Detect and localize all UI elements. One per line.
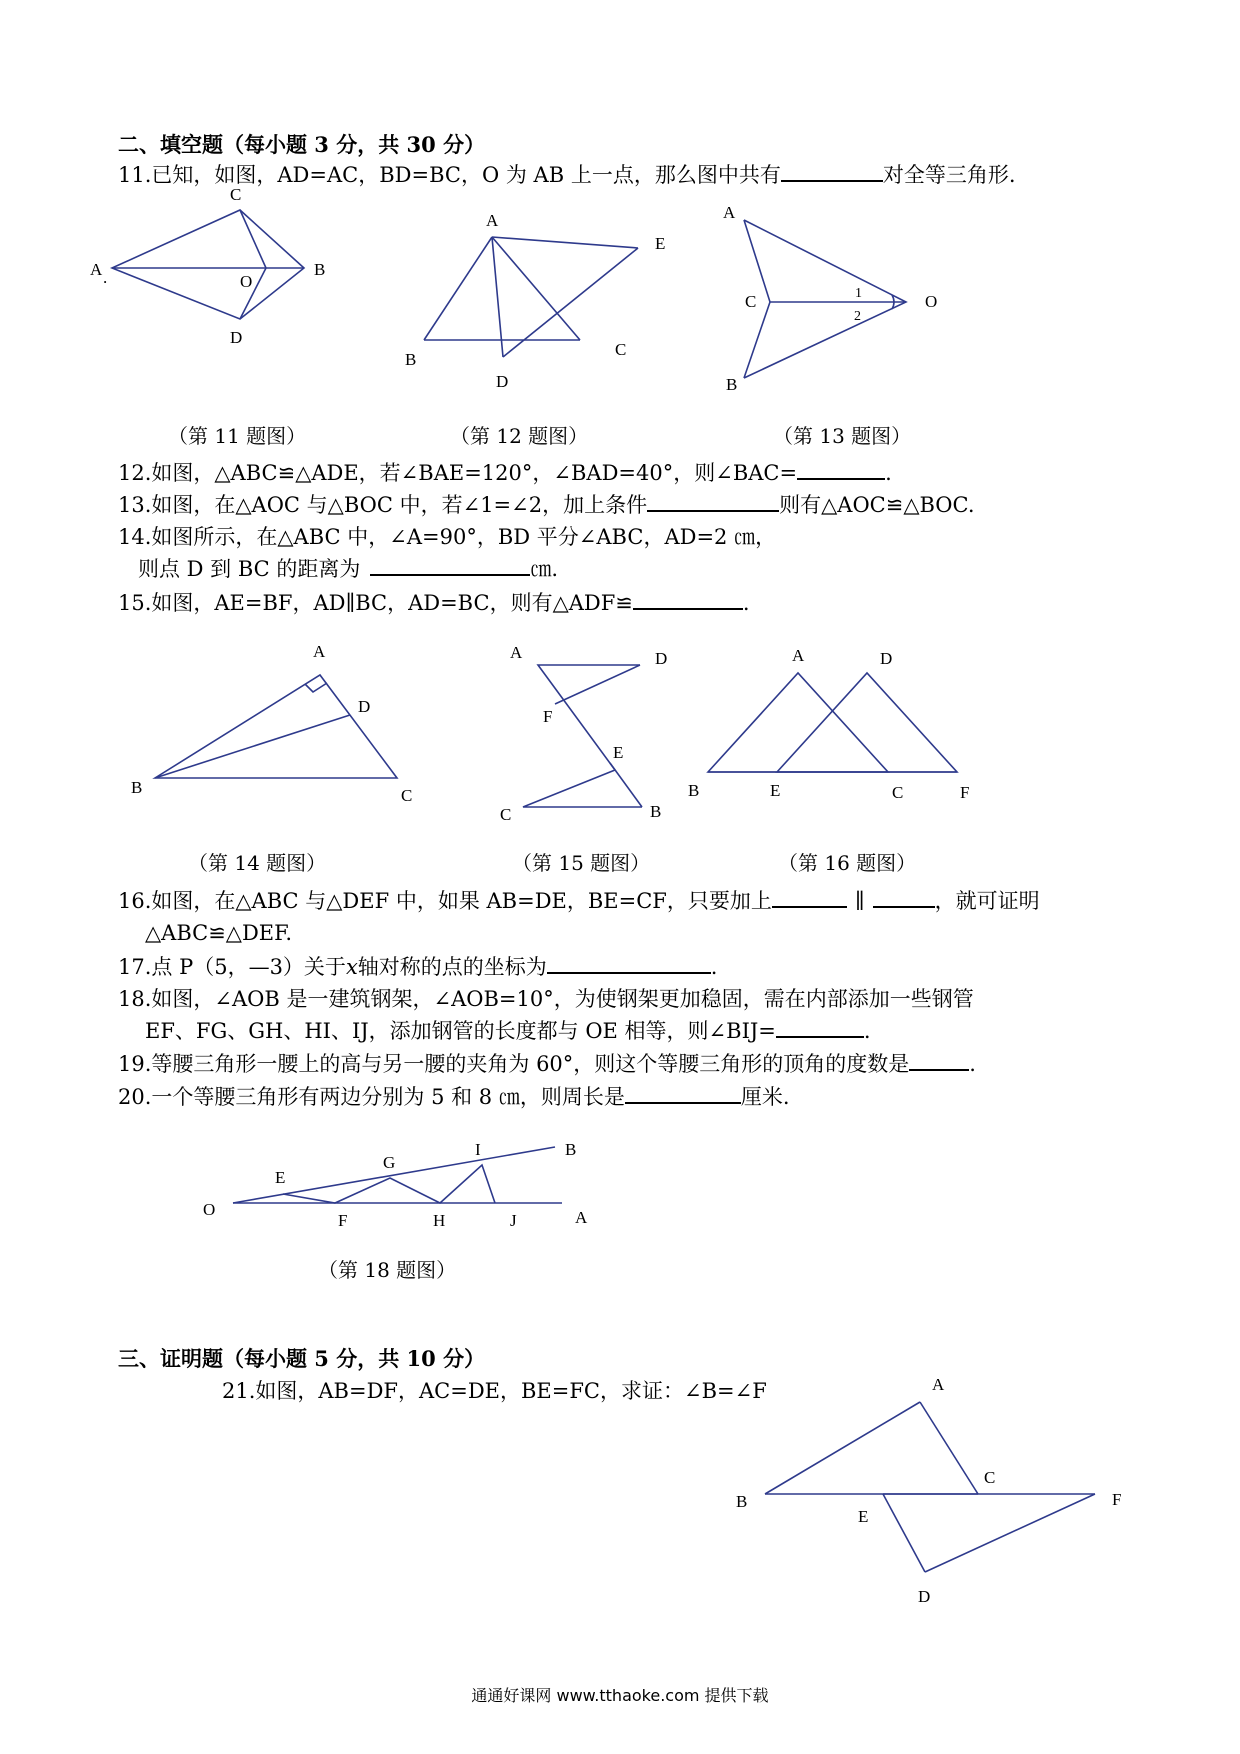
fig21-label-e: E <box>858 1507 869 1526</box>
q11-tail: 对全等三角形. <box>882 163 1016 187</box>
answer-blank-16b[interactable] <box>873 888 935 908</box>
q14-tail: ㎝. <box>530 557 559 581</box>
figure-15 <box>495 640 695 824</box>
q17-text-2: 轴对称的点的坐标为 <box>357 955 547 979</box>
question-20 <box>118 1084 790 1110</box>
fig18-label-b: B <box>565 1140 577 1159</box>
question-17 <box>118 954 717 980</box>
fig18-label-i: I <box>475 1140 481 1159</box>
answer-blank-18[interactable] <box>776 1018 864 1038</box>
section-heading-proof: 三、证明题（每小题 5 分，共 10 分） <box>118 1346 486 1371</box>
fig15-label-c: C <box>500 805 512 824</box>
fig16-label-b: B <box>688 781 700 800</box>
q20-tail: 厘米. <box>740 1085 790 1109</box>
fig18-label-g: G <box>383 1153 396 1172</box>
fig14-label-d: D <box>358 697 371 716</box>
fig18-label-f: F <box>338 1211 348 1230</box>
fig15-line-eb <box>610 763 642 807</box>
figure-13 <box>720 200 940 400</box>
answer-blank-11[interactable] <box>781 162 883 182</box>
caption-fig11: （第 11 题图） <box>168 424 307 448</box>
fig15-line-fd <box>555 665 640 704</box>
fig12-label-e: E <box>655 234 666 253</box>
fig14-right-angle <box>305 683 327 692</box>
fig13-label-o: O <box>925 292 938 311</box>
fig12-line-ae <box>492 237 638 248</box>
fig12-label-d: D <box>496 372 509 391</box>
fig21-label-d: D <box>918 1587 931 1606</box>
q18-tail: . <box>863 1019 871 1043</box>
q18-text: EF、FG、GH、HI、IJ，添加钢管的长度都与 OE 相等，则∠BIJ= <box>145 1019 776 1043</box>
question-18-line2 <box>145 1018 871 1044</box>
answer-blank-16a[interactable] <box>772 888 847 908</box>
page-footer: 通通好课网 www.tthaoke.com 提供下载 <box>471 1686 769 1705</box>
caption-fig13: （第 13 题图） <box>773 424 912 448</box>
answer-blank-15[interactable] <box>633 590 743 610</box>
caption-fig12: （第 12 题图） <box>450 424 589 448</box>
question-12 <box>118 460 892 486</box>
q16-tail: ，就可证明 <box>934 889 1040 913</box>
answer-blank-12[interactable] <box>797 460 885 480</box>
q12-text: 12.如图，△ABC≌△ADE，若∠BAE=120°，∠BAD=40°，则∠BAC= <box>118 461 798 485</box>
q11-text: 11.已知，如图，AD=AC，BD=BC，O 为 AB 上一点，那么图中共有 <box>118 163 781 187</box>
fig16-label-d: D <box>880 649 893 668</box>
caption-fig18: （第 18 题图） <box>318 1258 457 1282</box>
question-14-line1: 14.如图所示，在△ABC 中，∠A=90°，BD 平分∠ABC，AD=2 ㎝， <box>118 525 777 549</box>
fig21-label-a: A <box>932 1375 945 1394</box>
fig12-label-a: A <box>486 211 499 230</box>
q19-text: 19.等腰三角形一腰上的高与另一腰的夹角为 60°，则这个等腰三角形的顶角的度数是 <box>118 1052 910 1076</box>
answer-blank-13[interactable] <box>647 492 779 512</box>
q13-text: 13.如图，在△AOC 与△BOC 中，若∠1=∠2，加上条件 <box>118 493 648 517</box>
fig21-line-ac <box>920 1402 978 1494</box>
fig12-label-c: C <box>615 340 627 359</box>
answer-blank-14[interactable] <box>370 556 530 576</box>
fig12-line-ad <box>492 237 503 357</box>
fig18-label-j: J <box>510 1211 517 1230</box>
q19-tail: . <box>969 1052 976 1076</box>
question-16-line2: △ABC≌△DEF. <box>145 921 293 945</box>
question-14-line2 <box>138 556 558 582</box>
fig15-label-d: D <box>655 649 668 668</box>
caption-fig16: （第 16 题图） <box>778 851 917 875</box>
parallel-symbol: ∥ <box>854 889 865 913</box>
fig18-label-e: E <box>275 1168 286 1187</box>
figure-16 <box>680 640 980 810</box>
question-19 <box>118 1051 976 1077</box>
question-21: 21.如图，AB=DF，AC=DE，BE=FC，求证：∠B=∠F <box>222 1379 767 1403</box>
q17-tail: . <box>710 955 718 979</box>
q20-text: 20.一个等腰三角形有两边分别为 5 和 8 ㎝，则周长是 <box>118 1085 625 1109</box>
fig16-label-f: F <box>960 783 970 802</box>
fig16-triangle-abc <box>708 673 888 772</box>
q16-text: 16.如图，在△ABC 与△DEF 中，如果 AB=DE，BE=CF，只要加上 <box>118 889 772 913</box>
fig14-triangle <box>155 675 397 778</box>
fig15-label-f: F <box>543 707 553 726</box>
fig18-label-h: H <box>433 1211 446 1230</box>
q14-text: 则点 D 到 BC 的距离为 <box>138 557 361 581</box>
answer-blank-17[interactable] <box>547 954 711 974</box>
fig21-line-ba <box>765 1402 920 1494</box>
fig11-label-b: B <box>314 260 326 279</box>
fig21-label-b: B <box>736 1492 748 1511</box>
q15-tail: . <box>742 591 750 615</box>
fig13-label-1: 1 <box>855 286 862 301</box>
fig21-label-f: F <box>1112 1490 1122 1509</box>
figure-18 <box>195 1125 595 1235</box>
fig11-quadrilateral <box>112 210 304 319</box>
fig13-label-b: B <box>726 375 738 394</box>
figure-11 <box>90 182 350 352</box>
question-18-line1: 18.如图，∠AOB 是一建筑钢架，∠AOB=10°，为使钢架更加稳固，需在内部添加一些钢管 <box>118 987 974 1011</box>
fig12-label-b: B <box>405 350 417 369</box>
caption-fig14: （第 14 题图） <box>188 851 327 875</box>
figure-12 <box>400 205 680 390</box>
answer-blank-19[interactable] <box>909 1051 969 1071</box>
fig13-label-c: C <box>745 292 757 311</box>
fig12-line-ab <box>424 237 492 340</box>
caption-fig15: （第 15 题图） <box>512 851 651 875</box>
fig14-label-c: C <box>401 786 413 805</box>
fig15-label-e: E <box>613 743 624 762</box>
question-13 <box>118 492 975 518</box>
q15-text: 15.如图，AE=BF，AD∥BC，AD=BC，则有△ADF≌ <box>118 591 633 615</box>
fig11-label-c: C <box>230 185 242 204</box>
fig14-label-b: B <box>131 778 143 797</box>
fig15-label-a: A <box>510 643 523 662</box>
fig15-zigzag-a <box>523 665 642 807</box>
fig11-label-d: D <box>230 328 243 347</box>
fig12-line-ac <box>492 237 580 340</box>
q12-tail: . <box>885 461 892 485</box>
fig14-line-bd <box>155 715 350 778</box>
fig21-label-c: C <box>984 1468 996 1487</box>
fig11-label-o: O <box>240 272 253 291</box>
fig11-label-dot: . <box>103 268 108 287</box>
fig16-label-c: C <box>892 783 904 802</box>
fig15-label-b: B <box>650 802 662 821</box>
question-15 <box>118 590 750 616</box>
q13-tail: 则有△AOC≌△BOC. <box>779 493 975 517</box>
figure-14 <box>125 635 425 815</box>
fig13-label-a: A <box>723 203 736 222</box>
section-heading-fill-blank: 二、填空题（每小题 3 分，共 30 分） <box>118 132 486 157</box>
fig18-label-o: O <box>203 1200 216 1219</box>
fig13-label-2: 2 <box>854 309 861 324</box>
question-16 <box>118 888 1040 914</box>
answer-blank-20[interactable] <box>625 1084 741 1104</box>
fig11-line-co <box>240 210 266 268</box>
fig16-label-e: E <box>770 781 781 800</box>
fig18-label-a: A <box>575 1208 588 1227</box>
figure-21 <box>730 1370 1130 1610</box>
q17-text: 17.点 P（5，—3）关于 <box>118 955 346 979</box>
q17-variable: x <box>345 955 358 979</box>
fig21-line-df <box>925 1494 1095 1572</box>
fig16-label-a: A <box>792 646 805 665</box>
fig11-label-a: A <box>90 260 103 279</box>
fig16-triangle-def <box>777 673 957 772</box>
fig21-line-ed <box>883 1494 925 1572</box>
fig14-label-a: A <box>313 642 326 661</box>
